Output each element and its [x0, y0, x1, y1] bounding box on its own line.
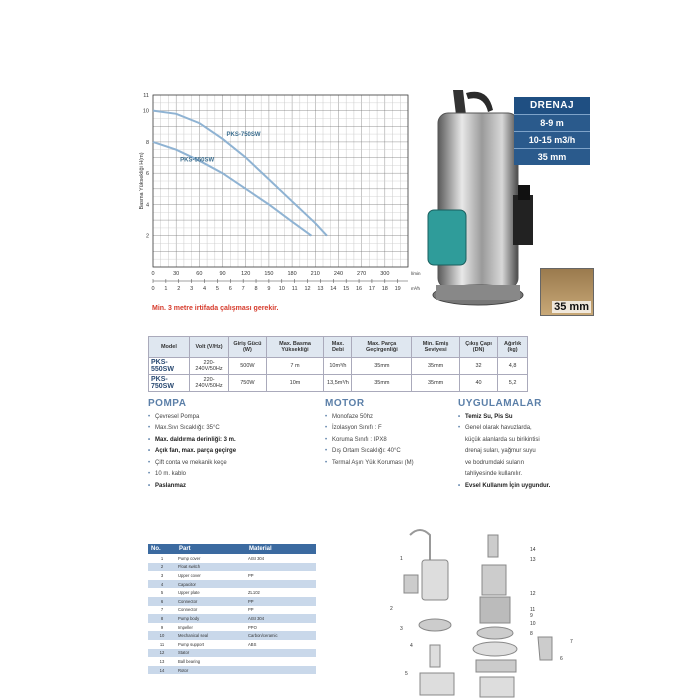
table-row [148, 606, 316, 615]
table-row [148, 666, 316, 675]
y-tick-label: 2 [145, 233, 149, 240]
part-number-label: 5 [405, 671, 408, 677]
parts-table [148, 544, 316, 674]
parts-cell: Connector [176, 597, 246, 606]
part-number-label: 14 [530, 547, 536, 553]
spec-cell: PKS-750SW [149, 375, 190, 392]
rotor-shape [480, 597, 510, 623]
part-number-label: 8 [530, 631, 533, 637]
spec-header: Giriş Gücü (W) [229, 337, 266, 358]
parts-cell: ZL102 [246, 588, 316, 597]
x-tick-label-top: 270 [357, 271, 367, 277]
parts-cell: Rotor [176, 666, 246, 675]
x-tick-label-bottom: 9 [267, 286, 271, 292]
x-tick-label-bottom: 1 [164, 286, 168, 292]
x-tick-label-bottom: 8 [254, 286, 258, 292]
table-row [148, 571, 316, 580]
spec-cell: 7 m [266, 358, 324, 375]
spec-header: Min. Emiş Seviyesi [412, 337, 460, 358]
x-tick-label-bottom: 16 [355, 286, 363, 292]
parts-cell: Upper plate [176, 588, 246, 597]
x-tick-label-top: 300 [380, 271, 390, 277]
table-row [148, 588, 316, 597]
y-tick-label: 8 [145, 139, 149, 146]
part-number-label: 1 [400, 556, 403, 562]
parts-cell: 5 [148, 588, 176, 597]
y-tick-label: 4 [145, 202, 149, 209]
y-tick-label: 6 [145, 171, 149, 178]
seal-shape [477, 627, 513, 639]
parts-cell: 4 [148, 580, 176, 589]
x-tick-label-bottom: 15 [343, 286, 350, 292]
x-tick-label-bottom: 10 [278, 286, 285, 292]
spec-cell: 4,8 [498, 358, 528, 375]
drenaj-flow: 10-15 m3/h [514, 131, 590, 148]
table-row [148, 649, 316, 658]
table-row [148, 623, 316, 632]
spec-table [148, 336, 528, 392]
x-tick-label-bottom: 5 [215, 286, 219, 292]
parts-cell: AISI 304 [246, 554, 316, 563]
performance-chart [139, 90, 421, 300]
parts-cell: 8 [148, 614, 176, 623]
cable-gland-shape [488, 535, 498, 557]
x-tick-label-top: 60 [196, 271, 203, 277]
pompa-item: • Max. daldırma derinliği: 3 m. [148, 435, 318, 447]
uygulamalar-item: küçük alanlarda su birikintisi [465, 436, 540, 443]
stator-shape [482, 565, 506, 595]
spec-cell: 40 [459, 375, 497, 392]
parts-cell: 14 [148, 666, 176, 675]
spec-header: Model [149, 337, 190, 358]
x-tick-label-top: 150 [264, 271, 274, 277]
impeller-shape [473, 642, 517, 656]
uygulamalar-item: drenaj suları, yağmur suyu [465, 448, 536, 454]
y-tick-label: 10 [142, 108, 149, 115]
spec-cell: 500W [229, 358, 266, 375]
x-tick-label-bottom: 12 [304, 286, 311, 292]
part-number-label: 11 [530, 607, 536, 613]
table-row [148, 554, 316, 563]
uygulamalar-item: tahliyesinde kullanılır. [465, 471, 523, 477]
y-axis-label: Basma Yüksekliği H(m) [139, 152, 145, 210]
parts-cell: Carbon/ceramic [246, 631, 316, 640]
parts-cell [246, 563, 316, 572]
drenaj-particle: 35 mm [514, 148, 590, 165]
part-number-label: 13 [530, 557, 536, 563]
parts-cell: Pump body [176, 614, 246, 623]
parts-cell: AISI 304 [246, 614, 316, 623]
parts-cell: Float switch [176, 563, 246, 572]
parts-cell: 12 [148, 649, 176, 658]
x-tick-label-top: 180 [287, 271, 297, 277]
table-row [148, 657, 316, 666]
x-tick-label-bottom: 0 [151, 286, 155, 292]
x-tick-label-bottom: 2 [177, 286, 181, 292]
pump-support-shape [476, 660, 516, 672]
x-tick-label-bottom: 19 [394, 286, 401, 292]
parts-cell: Connector [176, 606, 246, 615]
x-tick-label-top: 120 [241, 271, 251, 277]
spec-header: Max. Debi [324, 337, 352, 358]
motor-item: • Dış Ortam Sıcaklığı: 40°C [325, 446, 450, 458]
part-number-label: 3 [400, 626, 403, 632]
uygulamalar-item: ve bodrumdaki suların [465, 459, 525, 466]
parts-cell: 1 [148, 554, 176, 563]
particle-inset [540, 268, 594, 316]
table-row [148, 597, 316, 606]
spec-header: Volt (V/Hz) [189, 337, 228, 358]
series-label: PKS-750SW [226, 131, 261, 138]
parts-header: Material [246, 544, 316, 554]
float-switch-shape [404, 575, 418, 593]
x-tick-label-top: 90 [219, 271, 226, 277]
pompa-section [148, 398, 318, 492]
parts-cell: 13 [148, 657, 176, 666]
x-tick-label-bottom: 4 [202, 286, 207, 292]
x-tick-label-bottom: 13 [317, 286, 324, 292]
table-row [148, 563, 316, 572]
parts-cell [246, 649, 316, 658]
parts-cell: 9 [148, 623, 176, 632]
x-tick-label-bottom: 3 [190, 286, 194, 292]
parts-cell: Ball bearing [176, 657, 246, 666]
x-tick-label-bottom: 11 [291, 286, 298, 292]
spec-cell: 10m³/h [324, 358, 352, 375]
part-number-label: 7 [570, 639, 573, 645]
motor-item: • İzolasyon Sınıfı : F [325, 423, 450, 435]
parts-cell [246, 580, 316, 589]
parts-cell: ABS [246, 640, 316, 649]
uygulamalar-item: • Evsel Kullanım İçin uygundur. [458, 481, 573, 493]
y-tick-label: 11 [143, 93, 149, 99]
spec-cell: 35mm [412, 375, 460, 392]
spec-cell: 5,2 [498, 375, 528, 392]
part-number-label: 12 [530, 591, 536, 597]
spec-cell: PKS-550SW [149, 358, 190, 375]
parts-cell: 3 [148, 571, 176, 580]
x-tick-label-top: 0 [151, 271, 155, 277]
connector-shape [430, 645, 440, 667]
exploded-diagram [380, 525, 580, 700]
parts-cell: 10 [148, 631, 176, 640]
parts-cell: Stator [176, 649, 246, 658]
spec-cell: 220-240V/50Hz [189, 375, 228, 392]
spec-cell: 35mm [352, 375, 412, 392]
motor-title: MOTOR [325, 398, 365, 409]
spec-header: Ağırlık (kg) [498, 337, 528, 358]
drenaj-title: DRENAJ [514, 97, 590, 114]
x-tick-label-top: 30 [173, 271, 180, 277]
spec-cell: 35mm [412, 358, 460, 375]
motor-item: • Koruma Sınıfı : IPX8 [325, 435, 450, 447]
parts-cell [246, 666, 316, 675]
parts-cell: 7 [148, 606, 176, 615]
spec-row [149, 375, 528, 392]
inset-label: 35 mm [554, 301, 589, 313]
parts-cell: Mechanical seal [176, 631, 246, 640]
motor-item: • Monofaze 50hz [325, 412, 450, 424]
uygulamalar-section [458, 398, 573, 492]
parts-cell: PPO [246, 623, 316, 632]
pompa-item: • Max.Sıvı Sıcaklığı: 35°C [148, 423, 318, 435]
uygulamalar-item: • Genel olarak havuzlarda, [458, 423, 573, 435]
x-tick-label-top: 240 [333, 271, 344, 277]
spec-cell: 32 [459, 358, 497, 375]
uygulamalar-item: • Temiz Su, Pis Su [458, 412, 573, 424]
x-unit-top: l/min [411, 271, 421, 276]
parts-cell: PP [246, 597, 316, 606]
drenaj-box [514, 97, 590, 165]
x-tick-label-bottom: 17 [368, 286, 376, 292]
parts-cell: 2 [148, 563, 176, 572]
table-row [148, 614, 316, 623]
motor-section [325, 398, 450, 469]
spec-row [149, 358, 528, 375]
upper-plate-shape [419, 619, 451, 631]
table-row [148, 640, 316, 649]
x-tick-label-top: 210 [310, 271, 320, 277]
pompa-item: • Çevresel Pompa [148, 412, 318, 424]
table-row [148, 631, 316, 640]
spec-header: Max. Parça Geçirgenliği [352, 337, 412, 358]
parts-cell: Upper cover [176, 571, 246, 580]
spec-cell: 35mm [352, 358, 412, 375]
spec-cell: 750W [229, 375, 266, 392]
chart-note: Min. 3 metre irtifada çalışması gerekir. [152, 305, 279, 312]
spec-header: Max. Basma Yüksekliği [266, 337, 324, 358]
series-label: PKS-550SW [180, 157, 215, 164]
spec-header: Çıkış Çapı (DN) [459, 337, 497, 358]
pompa-item: • Çift conta ve mekanik keçe [148, 458, 318, 470]
x-tick-label-bottom: 7 [241, 286, 245, 292]
part-number-label: 6 [560, 656, 563, 662]
spec-cell: 220-240V/50Hz [189, 358, 228, 375]
spec-cell: 10m [266, 375, 324, 392]
pump-cover-shape [422, 560, 448, 600]
x-tick-label-bottom: 14 [330, 286, 337, 292]
parts-cell: 6 [148, 597, 176, 606]
parts-cell: Impeller [176, 623, 246, 632]
pompa-item: • Paslanmaz [148, 481, 318, 493]
motor-item: • Termal Aşırı Yük Koruması (M) [325, 458, 450, 470]
x-unit-bottom: m³/h [411, 286, 420, 291]
drenaj-height: 8-9 m [514, 114, 590, 131]
parts-cell: 11 [148, 640, 176, 649]
uygulamalar-title: UYGULAMALAR [458, 398, 542, 409]
spec-cell: 13,5m³/h [324, 375, 352, 392]
x-tick-label-bottom: 18 [381, 286, 388, 292]
parts-cell: PP [246, 606, 316, 615]
part-number-label: 4 [410, 643, 413, 649]
pump-body-shape [420, 673, 454, 695]
x-tick-label-bottom: 6 [228, 286, 232, 292]
table-row [148, 580, 316, 589]
part-number-label: 2 [390, 606, 393, 612]
outlet-connector-shape [538, 637, 552, 660]
parts-header: No. [148, 544, 176, 554]
part-number-label: 10 [530, 621, 536, 627]
part-number-label: 9 [530, 613, 533, 619]
parts-cell: Pump cover [176, 554, 246, 563]
pompa-item: • 10 m. kablo [148, 469, 318, 481]
parts-cell: Capacitor [176, 580, 246, 589]
pompa-item: • Açık fan, max. parça geçirge [148, 446, 318, 458]
parts-cell: Pump support [176, 640, 246, 649]
parts-cell [246, 657, 316, 666]
pompa-title: POMPA [148, 398, 187, 409]
base-shape [480, 677, 514, 697]
parts-cell: PP [246, 571, 316, 580]
parts-header: Part [176, 544, 246, 554]
